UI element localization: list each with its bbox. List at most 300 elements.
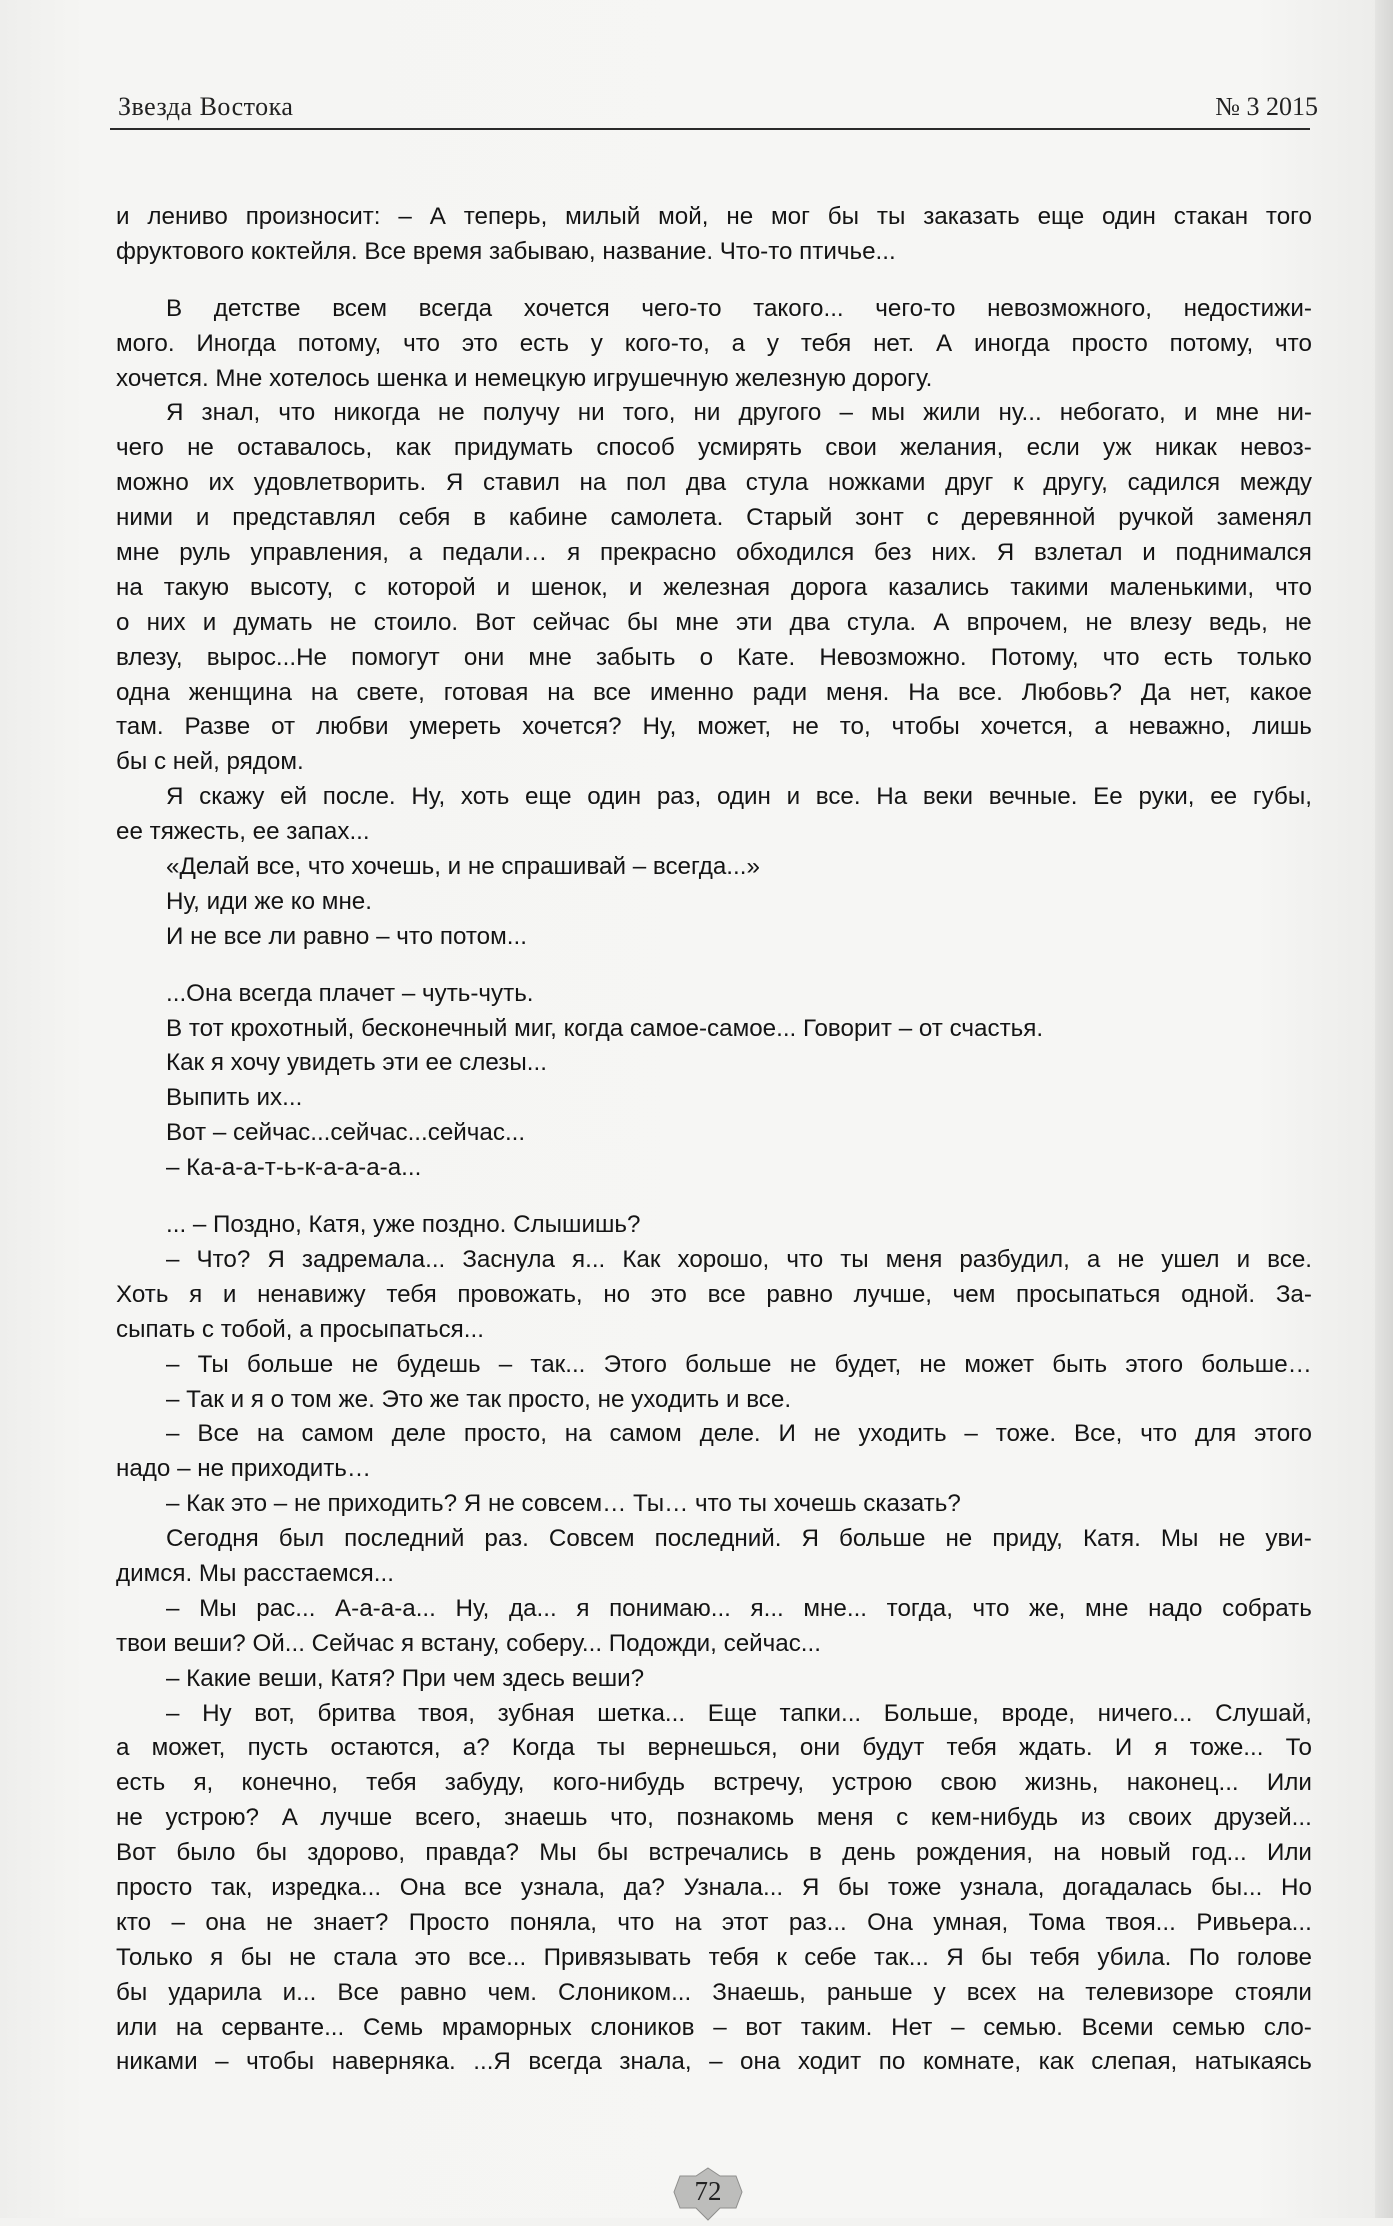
text-line-content: «Делай все, что хочешь, и не спрашивай – всегда...» [166,853,760,881]
word: не [437,399,465,427]
word: без [874,539,912,567]
word: любви [316,713,389,741]
text-line [116,1627,1312,1662]
word: потому, [1169,329,1254,357]
word: и [116,203,130,230]
word: семью [1172,2013,1246,2041]
word: бы [837,1873,870,1901]
word: бы [827,203,860,230]
word: Ее [1093,783,1123,811]
word: не [919,1350,947,1378]
word: ножками [827,469,926,497]
word: здорово, [307,1839,406,1867]
word: всего, [414,1804,482,1832]
word: обходился [736,539,855,567]
word: для [1194,1420,1237,1448]
text-line-content: Ну, иди же ко мне. [166,887,372,915]
word: хорошо, [677,1245,770,1273]
word: Катя. [1082,1525,1141,1553]
word: понимаю... [609,1594,731,1622]
word: о [699,643,714,671]
word: это [650,1280,687,1308]
word: хочется [523,294,610,322]
word: А [429,203,446,230]
word: ни [577,399,605,427]
word: и [496,573,511,601]
word: собрать [1222,1594,1312,1622]
word: это [414,1943,451,1971]
word: слоников [590,2013,695,2041]
word: с [926,504,939,532]
word: самом [301,1420,374,1448]
word: умная, [933,1908,1009,1936]
word: не [116,1804,143,1832]
word: ставил [483,469,560,497]
word: больше [246,1350,334,1378]
word: ударила [168,1978,262,2006]
text-line [116,327,1312,362]
word: Я [445,469,464,497]
text-line-content: – Ка-а-а-т-ь-к-а-а-а-а... [166,1154,422,1182]
word: натыкаясь [1194,2048,1312,2076]
word: них [146,608,186,636]
word: уви- [1265,1525,1312,1553]
word: раз, [656,783,702,811]
word: они [799,1734,841,1762]
word: ждать. [1019,1734,1093,1762]
word: ты [840,1245,869,1273]
word: мне [1085,1594,1129,1622]
word: если [1026,434,1080,462]
word: на [175,2013,203,2041]
word: удовлетворить. [253,469,427,497]
word: влезу, [116,643,183,671]
word: так... [530,1350,586,1378]
word: у [933,1978,946,2006]
word: стала [333,1943,398,1971]
word: – [166,1699,180,1727]
word: этот [721,1908,769,1936]
word: всех [966,1978,1017,2006]
text-line-content: хочется. Мне хотелось шенка и немецкую игрушечную железную дорогу. [116,364,933,392]
word: казались [888,573,990,601]
word: А [933,608,950,636]
word: одна [116,678,170,706]
text-line [116,1801,1312,1836]
word: стула. [846,608,917,636]
word: мог [771,203,810,230]
word: стоило. [373,608,459,636]
word: Я [996,539,1015,567]
word: забуду, [444,1769,525,1797]
word: свою [940,1769,997,1797]
word: а [116,1734,130,1762]
word: так... [873,1943,929,1971]
word: есть [1163,643,1213,671]
text-line [116,885,1312,920]
word: Как [622,1245,661,1273]
word: тоже [887,1873,942,1901]
word: правда? [425,1839,519,1867]
text-line [116,2045,1312,2080]
word: вот, [254,1699,295,1727]
word: руки, [1138,783,1195,811]
text-line [116,1452,1312,1487]
text-line [116,431,1312,466]
word: Больше, [883,1699,979,1727]
word: и [1236,1245,1251,1273]
word: и [195,504,210,532]
text-line-content: Как я хочу увидеть эти ее слезы... [166,1049,547,1077]
text-line [116,1731,1312,1766]
word: А [936,329,953,357]
word: небогато, [1059,399,1166,427]
word: бы [597,1839,629,1867]
word: пусть [247,1734,309,1762]
word: так, [211,1873,253,1901]
word: никак [1154,434,1217,462]
word: – [398,203,412,230]
word: только [1237,643,1312,671]
word: вечные. [988,783,1078,811]
text-line-content: твои веши? Ой... Сейчас я встану, соберу... Подожди, сейчас... [116,1629,821,1657]
word: равно [400,1978,467,2006]
word: никогда [333,399,420,427]
word: на [579,469,607,497]
word: способ [596,434,675,462]
word: Нет [891,2013,933,2041]
word: в [473,504,487,532]
word: готовая [443,678,529,706]
word: два [789,608,830,636]
text-line [116,1871,1312,1906]
word: все. [958,678,1003,706]
word: что [1140,1420,1178,1448]
word: вот [745,2013,782,2041]
word: один [587,783,642,811]
word: Совсем [548,1525,635,1553]
word: этого [1125,1350,1184,1378]
word: там. [116,713,164,741]
word: кто [116,1908,152,1936]
word: тебя [366,1769,417,1797]
word: мого. [116,329,175,357]
word: кого-нибудь [552,1769,685,1797]
word: ты [596,1734,626,1762]
word: ей [280,783,308,811]
word: ...Я [473,2048,511,2076]
text-line [116,606,1312,641]
word: что [278,399,316,427]
word: кого-то, [624,329,710,357]
word: тоже... [1189,1734,1264,1762]
word: Мы [1160,1525,1199,1553]
word: ненавижу [257,1280,366,1308]
word: что [1275,329,1312,357]
word: вырос...Не [206,643,327,671]
word: – [166,1594,180,1622]
word: после. [322,783,396,811]
word: изредка... [271,1873,382,1901]
word: пол [626,469,667,497]
word: В [166,294,183,322]
paragraph-gap [116,270,1312,292]
word: ну... [998,399,1042,427]
word: устрою [832,1769,913,1797]
word: неважно, [1128,713,1232,741]
word: что [617,1908,655,1936]
word: новый [1100,1839,1171,1867]
word: на [564,1420,592,1448]
text-line-content: ее тяжесть, ее запах... [116,818,370,846]
word: что [403,329,440,357]
word: провожать, [457,1280,583,1308]
word: не [1218,1525,1246,1553]
word: свете, [356,678,425,706]
word: надо [1148,1594,1203,1622]
word: их [208,469,235,497]
word: По [1188,1943,1220,1971]
word: знала, [619,2048,692,2076]
word: педали… [441,539,548,567]
word: но [603,1280,631,1308]
word: жизнь, [1025,1769,1099,1797]
word: не [187,434,214,462]
word: будут [862,1734,925,1762]
word: никами [116,2048,198,2076]
word: просыпаться [1016,1280,1161,1308]
word: между [1239,469,1312,497]
word: этого [1254,1420,1312,1448]
word: знаешь [504,1804,588,1832]
word: скажу [199,783,265,811]
text-line-content: бы с ней, рядом. [116,748,304,776]
word: На [876,783,908,811]
text-line [116,1697,1312,1732]
word: ничего... [1097,1699,1193,1727]
word: Или [1266,1839,1312,1867]
word: ушел [1161,1245,1220,1273]
word: больше… [1201,1350,1312,1378]
word: свои [825,434,877,462]
word: последний. [654,1525,782,1553]
word: Семь [362,2013,424,2041]
word: нет. [873,329,915,357]
word: встречались [648,1839,789,1867]
text-line [116,1557,1312,1592]
word: губы, [1252,783,1312,811]
word: чего-то [875,294,956,322]
word: Вот [475,608,516,636]
text-line [116,1116,1312,1151]
word: Ну, [642,713,677,741]
word: остаются, [330,1734,441,1762]
text-line-content: ... – Поздно, Катя, уже поздно. Слышишь? [166,1211,641,1239]
text-line [116,396,1312,431]
word: железная [663,573,771,601]
word: тогда, [886,1594,953,1622]
word: заказать [923,203,1020,230]
word: убила. [1097,1943,1172,1971]
word: просто, [463,1420,547,1448]
word: а [1094,713,1108,741]
word: женщина [188,678,292,706]
word: я [567,539,581,567]
word: детстве [213,294,301,322]
word: все... [467,1943,527,1971]
word: бы [255,1839,287,1867]
word: Что? [196,1245,251,1273]
word: мой, [658,203,709,230]
word: своих [1128,1804,1192,1832]
word: помогут [351,643,440,671]
word: а [1086,1245,1101,1273]
word: все [707,1280,746,1308]
word: день [842,1839,896,1867]
text-line-content: В тот крохотный, бесконечный миг, когда самое-самое... Говорит – от счастья. [166,1014,1044,1042]
word: желания, [900,434,1004,462]
word: хочется? [522,713,622,741]
text-line [116,1151,1312,1186]
word: не [329,608,357,636]
word: может [964,1350,1035,1378]
word: именно [649,678,734,706]
word: невоз- [1240,434,1312,462]
word: самом [609,1420,682,1448]
word: тебя [946,1734,997,1762]
body-text [116,200,1312,2080]
word: произносит: [245,203,381,230]
word: Всеми [1081,2013,1154,2041]
word: А-а-а-а... [335,1594,436,1622]
word: Тома [1028,1908,1086,1936]
word: конечно, [241,1769,338,1797]
word: ты [876,203,906,230]
word: знает? [313,1908,389,1936]
word: мне [528,643,572,671]
word: них. [931,539,978,567]
word: тебя [386,1280,437,1308]
word: и [1142,539,1156,567]
word: потому, [297,329,382,357]
word: Она [867,1908,913,1936]
word: А [281,1804,298,1832]
word: не [1284,608,1312,636]
text-line [116,1081,1312,1116]
word: уходить [858,1420,947,1448]
word: не [726,203,754,230]
word: не [1117,1245,1145,1273]
word: а [408,539,423,567]
word: зонт [855,504,904,532]
word: год... [1191,1839,1247,1867]
word: Слоником... [557,1978,692,2006]
word: Узнала... [683,1873,784,1901]
word: лучше, [853,1280,932,1308]
word: ручкой [1118,504,1194,532]
word: – [839,399,853,427]
word: познакомь [676,1804,795,1832]
text-line-content: фруктового коктейля. Все время забываю, название. Что-то птичье... [116,237,896,265]
word: Да [1140,678,1171,706]
word: чего [116,434,164,462]
word: телевизоре [1085,1978,1214,2006]
word: Мы [199,1594,237,1622]
word: от [271,713,296,741]
word: голове [1236,1943,1312,1971]
word: тебя [708,1943,760,1971]
word: будет, [834,1350,902,1378]
word: мы [870,399,905,427]
text-line [116,571,1312,606]
word: и [1183,399,1198,427]
word: поднимался [1175,539,1312,567]
issue-number: № 3 2015 [1215,92,1318,121]
word: бы [116,1978,148,2006]
text-line-content: ...Она всегда плачет – чуть-чуть. [166,979,534,1007]
word: приду, [992,1525,1063,1553]
word: я... [572,1245,606,1273]
word: думать [233,608,313,636]
word: представлял [232,504,376,532]
word: на [116,573,143,601]
word: и... [282,1978,317,2006]
word: не [813,1420,841,1448]
word: разбудил, [959,1245,1070,1273]
word: серванте... [221,2013,345,2041]
word: что [1102,643,1140,671]
word: высоту, [249,573,334,601]
word: управления, [250,539,390,567]
text-line [116,1046,1312,1081]
word: Разве [184,713,251,741]
word: прекрасно [599,539,717,567]
text-line-content: сыпать с тобой, а просыпаться... [116,1315,484,1343]
word: усмирять [698,434,803,462]
word: всегда [418,294,493,322]
word: она [205,1908,246,1936]
text-line-content: И не все ли равно – что потом... [166,922,527,950]
word: Она [399,1873,446,1901]
word: не [289,1943,316,1971]
word: стула [745,469,809,497]
text-line [116,1941,1312,1976]
text-line [116,745,1312,780]
word: не [1085,608,1113,636]
word: которой [387,573,476,601]
word: иногда [973,329,1050,357]
text-line [116,362,1312,397]
word: себе [804,1943,857,1971]
word: наконец... [1126,1769,1239,1797]
word: не [351,1350,379,1378]
word: узнала, [960,1873,1045,1901]
word: деле. [699,1420,761,1448]
word: чем. [487,1978,537,2006]
word: Вот [116,1839,157,1867]
word: не [789,1350,817,1378]
text-line [116,815,1312,850]
word: сейчас [532,608,610,636]
word: другого [738,399,822,427]
word: с [896,1804,909,1832]
text-line [116,501,1312,536]
word: бы [240,1943,272,1971]
word: – [215,2048,229,2076]
word: же, [1029,1594,1066,1622]
word: То [1285,1734,1312,1762]
word: к [1013,469,1024,497]
